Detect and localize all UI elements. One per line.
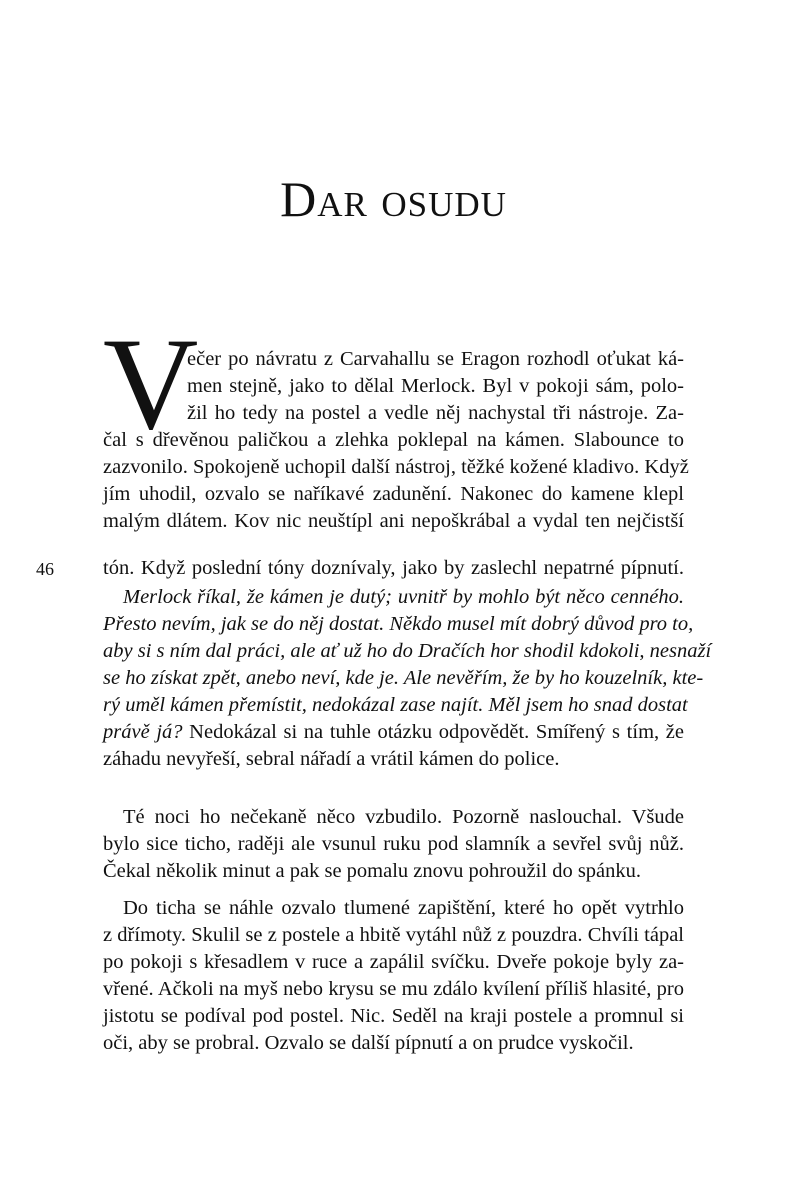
text-line-italic: Přesto nevím, jak se do něj dostat. Někdo musel mít dobrý důvod pro to,: [103, 613, 694, 635]
text-line: Do ticha se náhle ozvalo tlumené zapištění, které ho opět vytrhlo: [123, 897, 684, 919]
text-line: po pokoji s křesadlem v ruce a zapálil svíčku. Dveře pokoje byly za-: [103, 951, 684, 973]
text-line: Čekal několik minut a pak se pomalu znovu pohroužil do spánku.: [103, 860, 642, 882]
text-line: ečer po návratu z Carvahallu se Eragon rozhodl oťukat ká-: [187, 348, 684, 370]
text-line: bylo sice ticho, raději ale vsunul ruku pod slamník a sevřel svůj nůž.: [103, 833, 684, 855]
text-line-italic: Merlock říkal, že kámen je dutý; uvnitř by mohlo být něco cenného.: [123, 586, 684, 608]
page-number: 46: [36, 559, 54, 579]
italic-phrase: právě já?: [103, 721, 183, 743]
text-line: malým dlátem. Kov nic neuštípl ani nepoškrábal a vydal ten nejčistší: [103, 510, 684, 532]
text-line: žil ho tedy na postel a vedle něj nachystal tři nástroje. Za-: [187, 402, 684, 424]
text-line: oči, aby se probral. Ozvalo se další pípnutí a on prudce vyskočil.: [103, 1032, 634, 1054]
text-line: zazvonilo. Spokojeně uchopil další nástroj, těžké kožené kladivo. Když: [103, 456, 689, 478]
text-line: Té noci ho nečekaně něco vzbudilo. Pozorně naslouchal. Všude: [123, 806, 684, 828]
text-line: tón. Když poslední tóny doznívaly, jako by zaslechl nepatrné pípnutí.: [103, 557, 684, 579]
text-line: jím uhodil, ozvalo se naříkavé zadunění. Nakonec do kamene klepl: [103, 483, 684, 505]
text-line: jistotu se podíval pod postel. Nic. Seděl na kraji postele a promnul si: [103, 1005, 684, 1027]
text-line-italic: rý uměl kámen přemístit, nedokázal zase najít. Měl jsem ho snad dostat: [103, 694, 688, 716]
text-line: záhadu nevyřeší, sebral nářadí a vrátil kámen do police.: [103, 748, 560, 770]
text-line: čal s dřevěnou paličkou a zlehka poklepal na kámen. Slabounce to: [103, 429, 684, 451]
text-line-italic: aby si s ním dal práci, ale ať už ho do Dračích hor shodil kdokoli, nesnaží: [103, 640, 712, 662]
text-line-italic: se ho získat zpět, anebo neví, kde je. Ale nevěřím, že by ho kouzelník, kte-: [103, 667, 704, 689]
text-line: vřené. Ačkoli na myš nebo krysu se mu zdálo kvílení příliš hlasité, pro: [103, 978, 684, 1000]
text-line: men stejně, jako to dělal Merlock. Byl v pokoji sám, polo-: [187, 375, 684, 397]
text-run: Nedokázal si na tuhle otázku odpovědět. Smířený s tím, že: [182, 721, 684, 743]
text-line: z dřímoty. Skulil se z postele a hbitě vytáhl nůž z pouzdra. Chvíli tápal: [103, 924, 684, 946]
chapter-title: Dar osudu: [280, 171, 507, 227]
drop-cap: V: [103, 310, 199, 457]
text-line-mixed: [103, 719, 684, 745]
